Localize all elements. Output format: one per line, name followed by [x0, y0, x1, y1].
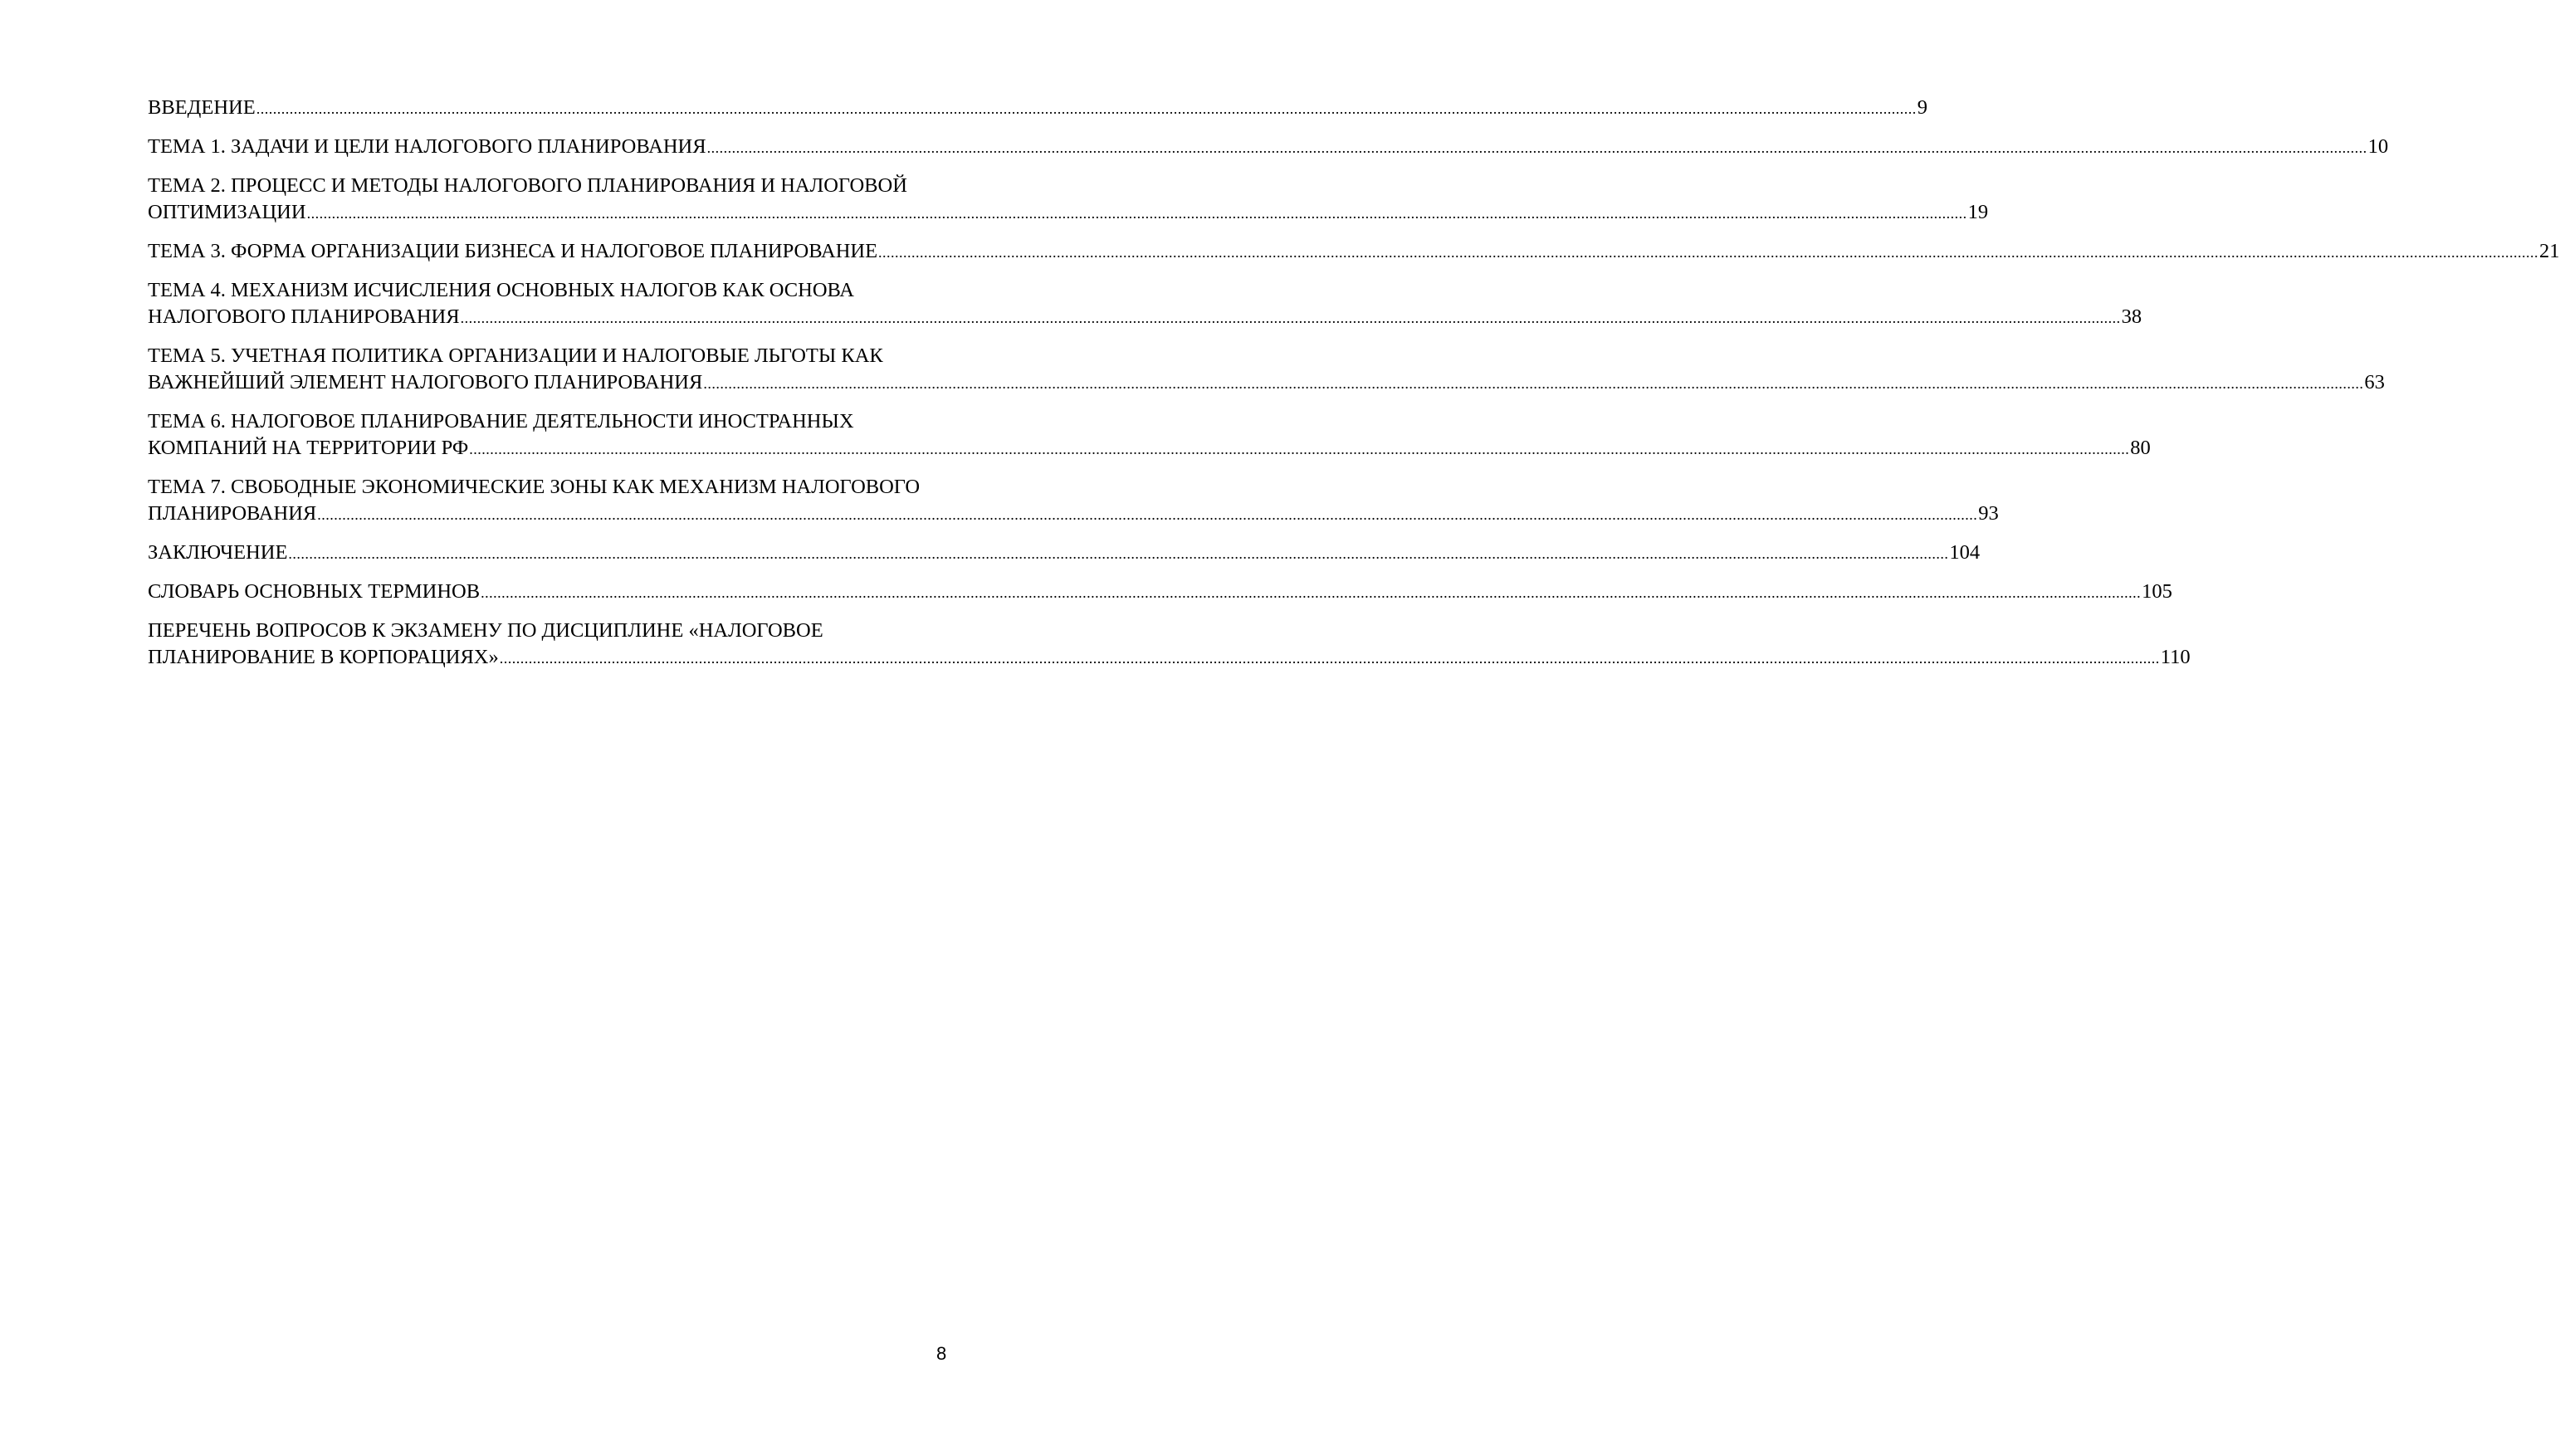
toc-dot-leader: ................................................................................................................................................................................................................................................................................................................................................................................................................	[703, 375, 2364, 392]
toc-dot-leader: ................................................................................................................................................................................................................................................................................................................................................................................................................	[499, 650, 2160, 667]
toc-entry-line	[148, 579, 2172, 606]
toc-entry-title-line: ПЕРЕЧЕНЬ ВОПРОСОВ К ЭКЗАМЕНУ ПО ДИСЦИПЛИНЕ «НАЛОГОВОЕ	[148, 619, 823, 642]
toc-entry[interactable]	[148, 173, 1989, 227]
toc-entry-title-line: ЗАКЛЮЧЕНИЕ	[148, 541, 288, 564]
toc-entry[interactable]	[148, 540, 1981, 567]
toc-entry[interactable]	[148, 618, 2191, 672]
toc-entry-title-line: ВАЖНЕЙШИЙ ЭЛЕМЕНТ НАЛОГОВОГО ПЛАНИРОВАНИЯ	[148, 371, 703, 393]
toc-page-number: 10	[2367, 135, 2389, 158]
toc-entry-title-line: ПЛАНИРОВАНИЕ В КОРПОРАЦИЯХ»	[148, 646, 499, 668]
toc-entry-line	[148, 644, 2191, 672]
toc-entry-title-line: ТЕМА 2. ПРОЦЕСС И МЕТОДЫ НАЛОГОВОГО ПЛАНИРОВАНИЯ И НАЛОГОВОЙ	[148, 174, 907, 197]
toc-entry-title-line: ВВЕДЕНИЕ	[148, 96, 256, 119]
toc-entry-line	[148, 95, 1927, 122]
toc-dot-leader: ................................................................................................................................................................................................................................................................................................................................................................................................................	[481, 584, 2142, 601]
toc-entry[interactable]	[148, 134, 2389, 161]
toc-entry-title-line: ПЛАНИРОВАНИЯ	[148, 502, 317, 525]
toc-page-number: 19	[1967, 201, 1989, 223]
toc-entry-title-line: КОМПАНИЙ НА ТЕРРИТОРИИ РФ	[148, 437, 469, 459]
toc-page-number: 38	[2121, 305, 2142, 328]
toc-dot-leader: ................................................................................................................................................................................................................................................................................................................................................................................................................	[288, 545, 1949, 562]
toc-page-number: 21	[2539, 240, 2560, 262]
toc-entry-title-line: ОПТИМИЗАЦИИ	[148, 201, 306, 223]
toc-entry-line	[148, 238, 2560, 266]
toc-entry-line	[148, 540, 1981, 567]
toc-entry[interactable]	[148, 95, 1927, 122]
table-of-contents	[148, 95, 2560, 683]
toc-entry-title-line: НАЛОГОВОГО ПЛАНИРОВАНИЯ	[148, 305, 460, 328]
toc-dot-leader: ................................................................................................................................................................................................................................................................................................................................................................................................................	[706, 139, 2367, 156]
toc-entry-line	[148, 134, 2389, 161]
toc-page-number: 80	[2130, 437, 2151, 459]
toc-entry-line	[148, 435, 2151, 462]
toc-page-number: 104	[1949, 541, 1981, 564]
toc-entry-title-line: СЛОВАРЬ ОСНОВНЫХ ТЕРМИНОВ	[148, 580, 481, 603]
toc-entry[interactable]	[148, 238, 2560, 266]
toc-page-number: 93	[1978, 502, 1999, 525]
toc-dot-leader: ................................................................................................................................................................................................................................................................................................................................................................................................................	[878, 244, 2539, 261]
toc-entry-title-line: ТЕМА 3. ФОРМА ОРГАНИЗАЦИИ БИЗНЕСА И НАЛОГОВОЕ ПЛАНИРОВАНИЕ	[148, 240, 878, 262]
toc-page-number: 63	[2364, 371, 2385, 393]
page-number: 8	[936, 1343, 947, 1364]
toc-entry-line	[148, 369, 2385, 397]
toc-entry[interactable]	[148, 474, 1999, 528]
toc-page-number: 105	[2142, 580, 2172, 603]
toc-dot-leader: ................................................................................................................................................................................................................................................................................................................................................................................................................	[469, 441, 2130, 457]
toc-entry-line	[148, 199, 1989, 227]
toc-entry-line	[148, 501, 1999, 528]
toc-page-number: 110	[2160, 646, 2191, 668]
toc-page-number: 9	[1917, 96, 1927, 119]
toc-dot-leader: ................................................................................................................................................................................................................................................................................................................................................................................................................	[460, 310, 2121, 326]
toc-dot-leader: ................................................................................................................................................................................................................................................................................................................................................................................................................	[306, 205, 1967, 222]
toc-entry[interactable]	[148, 343, 2385, 397]
toc-entry-title-line: ТЕМА 1. ЗАДАЧИ И ЦЕЛИ НАЛОГОВОГО ПЛАНИРОВАНИЯ	[148, 135, 706, 158]
toc-entry-line	[148, 304, 2142, 331]
toc-entry[interactable]	[148, 277, 2142, 331]
toc-entry-title-line: ТЕМА 4. МЕХАНИЗМ ИСЧИСЛЕНИЯ ОСНОВНЫХ НАЛОГОВ КАК ОСНОВА	[148, 279, 855, 301]
toc-dot-leader: ................................................................................................................................................................................................................................................................................................................................................................................................................	[256, 100, 1917, 117]
toc-entry-title-line: ТЕМА 7. СВОБОДНЫЕ ЭКОНОМИЧЕСКИЕ ЗОНЫ КАК МЕХАНИЗМ НАЛОГОВОГО	[148, 476, 921, 498]
toc-dot-leader: ................................................................................................................................................................................................................................................................................................................................................................................................................	[317, 506, 1978, 523]
toc-entry-title-line: ТЕМА 5. УЧЕТНАЯ ПОЛИТИКА ОРГАНИЗАЦИИ И НАЛОГОВЫЕ ЛЬГОТЫ КАК	[148, 344, 883, 367]
toc-entry[interactable]	[148, 579, 2172, 606]
toc-entry[interactable]	[148, 408, 2151, 462]
toc-entry-title-line: ТЕМА 6. НАЛОГОВОЕ ПЛАНИРОВАНИЕ ДЕЯТЕЛЬНОСТИ ИНОСТРАННЫХ	[148, 410, 854, 432]
